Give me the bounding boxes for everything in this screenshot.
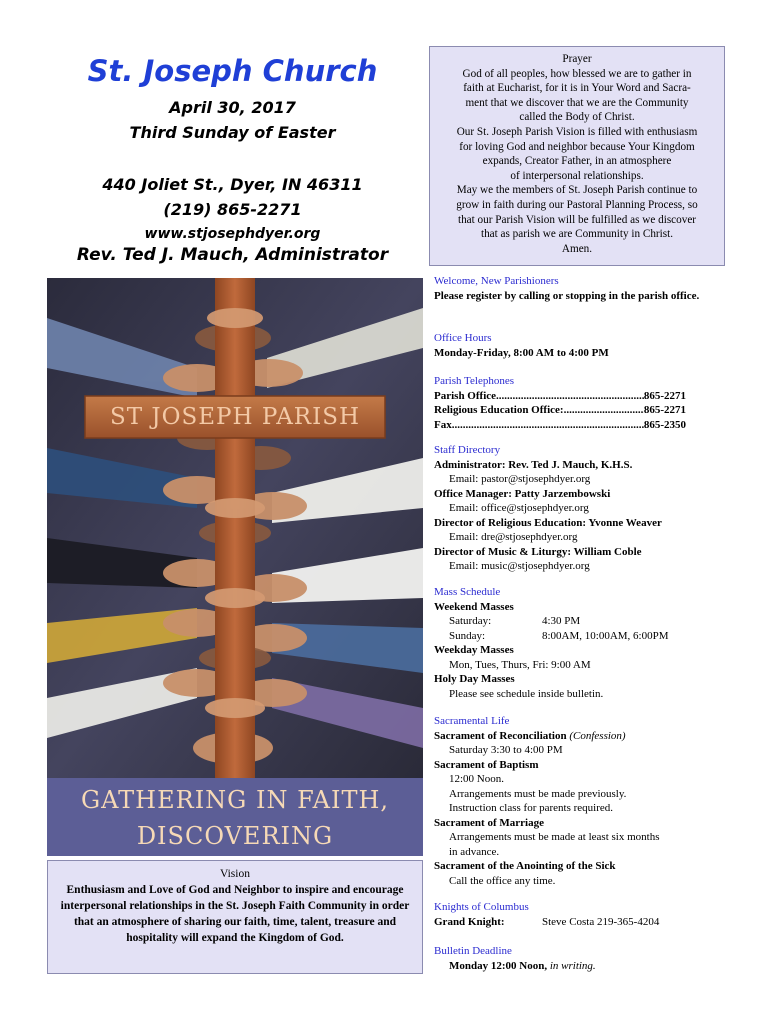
cover-image: [47, 278, 423, 856]
cover-banner: [47, 778, 423, 856]
church-website: www.stjosephdyer.org: [144, 226, 321, 242]
prayer-line: expands, Creator Father, in an atmosphere: [482, 155, 672, 168]
prayer-box: [429, 46, 725, 266]
prayer-line: Our St. Joseph Parish Vision is filled with enthusiasm: [456, 125, 698, 138]
phone-label: Religious Education Office:: [434, 404, 564, 416]
staff-email: Email: music@stjosephdyer.org: [449, 560, 590, 572]
reconciliation-time: Saturday 3:30 to 4:00 PM: [449, 744, 563, 756]
marriage-line: in advance.: [449, 845, 500, 858]
phone-label: Parish Office: [434, 389, 497, 402]
staff-email: Email: office@stjosephdyer.org: [449, 502, 589, 514]
knights-title: Knights of Columbus: [434, 901, 529, 913]
grand-knight-label: Grand Knight:: [434, 915, 505, 928]
mass-row-saturday: [434, 614, 734, 629]
banner-line-1: GATHERING IN FAITH,: [80, 786, 390, 814]
bulletin-deadline-text: Monday 12:00 Noon,: [449, 959, 548, 972]
staff-email: Email: dre@stjosephdyer.org: [449, 531, 578, 543]
staff-title: Staff Directory: [434, 444, 501, 456]
reconciliation-note: (Confession): [569, 729, 626, 742]
prayer-line: Amen.: [561, 242, 593, 255]
staff-role: Director of Music & Liturgy: William Coble: [434, 545, 642, 558]
baptism-title: Sacrament of Baptism: [434, 758, 539, 771]
bulletin-deadline-title: Bulletin Deadline: [434, 945, 512, 957]
baptism-line: Instruction class for parents required.: [449, 802, 614, 814]
phone-value: 865-2271: [643, 389, 686, 402]
phone-label: Fax: [434, 418, 452, 431]
cross-inscription: ST JOSEPH PARISH: [109, 404, 361, 430]
marriage-line: Arrangements must be made at least six months: [449, 831, 660, 843]
bulletin-deadline-note: in writing.: [549, 959, 596, 972]
knights-section: [434, 900, 734, 929]
banner-line-2: DISCOVERING: [136, 822, 334, 850]
bulletin-deadline-section: [434, 944, 734, 973]
telephones-title: Parish Telephones: [434, 375, 514, 387]
bulletin-date: April 30, 2017: [169, 98, 296, 117]
church-address: 440 Joliet St., Dyer, IN 46311: [102, 175, 363, 194]
baptism-line: 12:00 Noon.: [449, 773, 504, 785]
grand-knight-value: Steve Costa 219-365-4204: [542, 915, 660, 928]
phone-value: 865-2350: [643, 418, 686, 431]
mass-day: Saturday:: [449, 615, 492, 627]
reconciliation-heading: [434, 729, 734, 744]
holy-day-title: Holy Day Masses: [434, 673, 515, 685]
pastor-name: Rev. Ted J. Mauch, Administrator: [76, 245, 389, 265]
mass-times: 8:00AM, 10:00AM, 6:00PM: [542, 629, 669, 642]
staff-section: [434, 443, 734, 574]
mass-title: Mass Schedule: [434, 586, 501, 598]
prayer-line: faith at Eucharist, for it is in Your Word and Sacra-: [463, 82, 691, 95]
staff-role: Director of Religious Education: Yvonne Weaver: [434, 516, 662, 529]
welcome-text: Please register by calling or stopping in the parish office.: [434, 289, 700, 302]
phone-row-fax: [434, 418, 686, 433]
prayer-title: Prayer: [562, 53, 592, 65]
mass-row-sunday: [434, 629, 734, 644]
phone-row-parish-office: [434, 389, 686, 404]
prayer-line: ment that we discover that we are the Community: [465, 96, 689, 109]
vision-text: Enthusiasm and Love of God and Neighbor to inspire and encourage interpersonal relationships in the St. Joseph Faith Community in order that an atmosphere of sharing our faith, time, talent, treasure and hospitality will expand the Kingdom of God.: [60, 884, 410, 944]
church-name: St. Joseph Church: [87, 54, 378, 88]
weekday-times: Mon, Tues, Thurs, Fri: 9:00 AM: [449, 658, 591, 671]
mass-times: 4:30 PM: [542, 615, 581, 627]
office-hours-text: Monday-Friday, 8:00 AM to 4:00 PM: [434, 346, 609, 359]
grand-knight-row: [434, 915, 734, 930]
mass-section: [434, 585, 734, 701]
vision-box: [47, 860, 423, 974]
office-hours-section: [434, 331, 734, 360]
office-hours-title: Office Hours: [434, 332, 492, 344]
prayer-line: called the Body of Christ.: [519, 111, 635, 124]
phone-row-religious-ed: [434, 403, 686, 418]
phone-value: 865-2271: [643, 404, 686, 416]
hands-cross-illustration: [47, 278, 423, 778]
prayer-line: that as parish we are Community in Christ.: [480, 228, 674, 241]
weekend-title: Weekend Masses: [434, 600, 514, 613]
sacramental-section: [434, 714, 734, 888]
welcome-section: [434, 274, 734, 303]
holy-day-text: Please see schedule inside bulletin.: [449, 687, 604, 700]
marriage-title: Sacrament of Marriage: [434, 816, 544, 829]
anointing-title: Sacrament of the Anointing of the Sick: [434, 860, 616, 872]
staff-role: Administrator: Rev. Ted J. Mauch, K.H.S.: [434, 458, 633, 471]
sacramental-title: Sacramental Life: [434, 715, 510, 727]
staff-role: Office Manager: Patty Jarzembowski: [434, 487, 611, 500]
bulletin-deadline-line: [434, 959, 734, 974]
weekday-title: Weekday Masses: [434, 644, 514, 656]
prayer-line: God of all peoples, how blessed we are to gather in: [462, 67, 692, 80]
welcome-title: Welcome, New Parishioners: [434, 275, 559, 287]
prayer-line: of interpersonal relationships.: [510, 169, 644, 182]
vision-title: Vision: [220, 868, 250, 880]
prayer-line: May we the members of St. Joseph Parish continue to: [456, 184, 698, 197]
prayer-line: grow in faith during our Pastoral Planning Process, so: [456, 198, 698, 211]
anointing-text: Call the office any time.: [449, 874, 556, 887]
liturgical-day: Third Sunday of Easter: [129, 123, 336, 142]
prayer-line: for loving God and neighbor because Your Kingdom: [459, 140, 695, 153]
telephones-section: [434, 374, 686, 432]
baptism-line: Arrangements must be made previously.: [449, 787, 627, 800]
mass-day: Sunday:: [449, 629, 486, 642]
prayer-line: that our Parish Vision will be fulfilled as we discover: [457, 213, 697, 226]
staff-email: Email: pastor@stjosephdyer.org: [449, 473, 591, 485]
church-phone: (219) 865-2271: [163, 200, 302, 219]
reconciliation-title: Sacrament of Reconciliation: [434, 729, 567, 742]
